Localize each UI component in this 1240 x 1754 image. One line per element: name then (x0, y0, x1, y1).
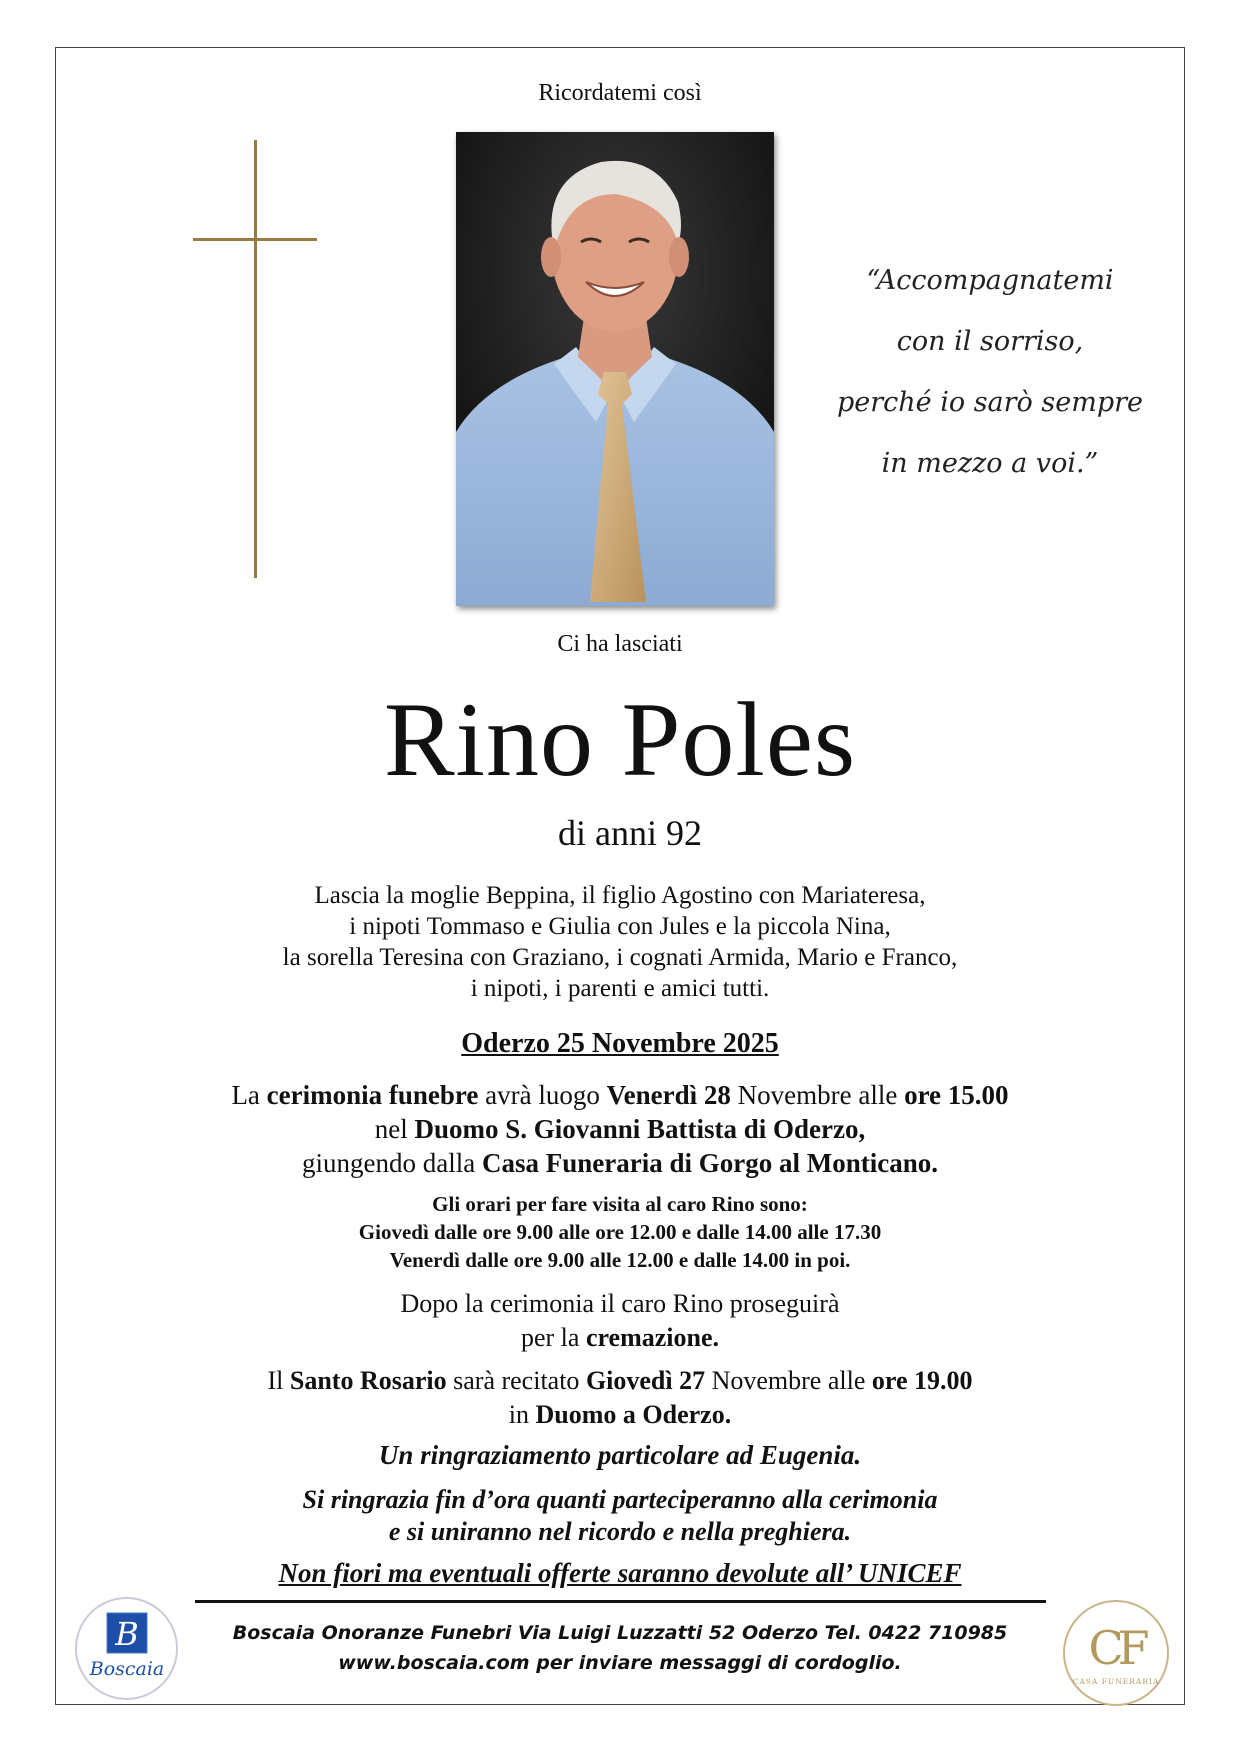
deceased-age: di anni 92 (558, 813, 702, 853)
gratitude-line: e si uniranno nel ricordo e nella preghiera. (388, 1517, 852, 1546)
quote-line: con il sorriso, (896, 326, 1084, 357)
visit-hours (0, 1190, 1240, 1274)
deceased-name: Rino Poles (383, 681, 857, 798)
intro-text: Ci ha lasciati (557, 631, 683, 657)
cross-icon (254, 140, 257, 578)
cross-icon-bar (193, 238, 317, 241)
quote-line: “Accompagnatemi (866, 265, 1114, 296)
boscaia-logo-icon (77, 1599, 176, 1698)
special-thanks: Un ringraziamento particolare ad Eugenia. (378, 1440, 862, 1470)
footer-address: Boscaia Onoranze Funebri Via Luigi Luzzatti 52 Oderzo Tel. 0422 710985 (232, 1622, 1008, 1644)
text-span: giungendo dalla (302, 1148, 482, 1178)
place-date: Oderzo 25 Novembre 2025 (461, 1028, 779, 1059)
portrait-illustration (456, 132, 774, 606)
ceremony-info (0, 1078, 1240, 1180)
portrait-photo (456, 132, 774, 606)
text-span: Il (267, 1366, 290, 1395)
family-line: Lascia la moglie Beppina, il figlio Agostino con Mariateresa, (314, 882, 926, 909)
family-line: i nipoti Tommaso e Giulia con Jules e la piccola Nina, (349, 913, 891, 940)
visit-line: Giovedì dalle ore 9.00 alle ore 12.00 e dalle 14.00 alle 17.30 (358, 1220, 882, 1244)
text-span: ore 15.00 (904, 1080, 1009, 1110)
ceremony-line-1 (0, 1078, 1240, 1112)
quote-line: in mezzo a voi.” (881, 448, 1099, 479)
gratitude-note (0, 1484, 1240, 1548)
text-span: Casa Funeraria di Gorgo al Monticano. (481, 1148, 938, 1178)
text-span: Duomo S. Giovanni Battista di Oderzo, (414, 1114, 866, 1144)
rosary-line-2 (0, 1398, 1240, 1432)
casa-funeraria-logo (1063, 1600, 1169, 1706)
quote-line: perché io sarò sempre (836, 387, 1144, 418)
family-list (0, 880, 1240, 1004)
family-line: la sorella Teresina con Graziano, i cognati Armida, Mario e Franco, (282, 944, 958, 971)
cf-logo-letters: CF (1088, 1621, 1144, 1675)
text-span: cremazione. (585, 1323, 720, 1352)
footer (0, 1618, 1240, 1678)
text-span: Duomo a Oderzo. (535, 1400, 732, 1429)
family-line: i nipoti, i parenti e amici tutti. (470, 975, 770, 1002)
gratitude-line: Si ringrazia fin d’ora quanti parteciperanno alla cerimonia (302, 1485, 938, 1514)
visit-line: Gli orari per fare visita al caro Rino sono: (432, 1192, 808, 1216)
text-span: Santo Rosario (289, 1366, 447, 1395)
text-span: sarà recitato (446, 1366, 586, 1395)
boscaia-logo-letter: B (115, 1615, 139, 1653)
text-span: Novembre alle (705, 1366, 872, 1395)
ceremony-line-3 (0, 1146, 1240, 1180)
rosary-info (0, 1364, 1240, 1432)
text-span: Venerdì 28 (606, 1080, 731, 1110)
text-span: avrà luogo (478, 1080, 607, 1110)
casa-funeraria-logo-icon (1065, 1602, 1167, 1704)
text-span: Giovedì 27 (585, 1366, 706, 1395)
header-text: Ricordatemi così (538, 80, 702, 106)
ceremony-line-2 (0, 1112, 1240, 1146)
boscaia-logo-text: Boscaia (89, 1658, 165, 1680)
text-span: ore 19.00 (871, 1366, 973, 1395)
footer-website[interactable]: www.boscaia.com per inviare messaggi di cordoglio. (338, 1652, 902, 1674)
text-span: nel (374, 1114, 415, 1144)
rosary-line-1 (0, 1364, 1240, 1398)
after-line-1: Dopo la cerimonia il caro Rino proseguirà (400, 1289, 840, 1318)
text-span: La (231, 1080, 267, 1110)
text-span: Novembre alle (730, 1080, 905, 1110)
text-span: cerimonia funebre (266, 1080, 479, 1110)
quote (820, 250, 1160, 494)
boscaia-logo (75, 1597, 178, 1700)
flowers-note: Non fiori ma eventuali offerte saranno devolute all’ UNICEF (278, 1558, 962, 1588)
after-ceremony (0, 1287, 1240, 1355)
text-span: per la (520, 1323, 586, 1352)
cf-logo-text: CASA FUNERARIA (1072, 1677, 1160, 1686)
footer-divider (195, 1600, 1046, 1603)
visit-line: Venerdì dalle ore 9.00 alle 12.00 e dalle 14.00 in poi. (389, 1248, 851, 1272)
after-line-2 (0, 1321, 1240, 1355)
text-span: in (508, 1400, 536, 1429)
